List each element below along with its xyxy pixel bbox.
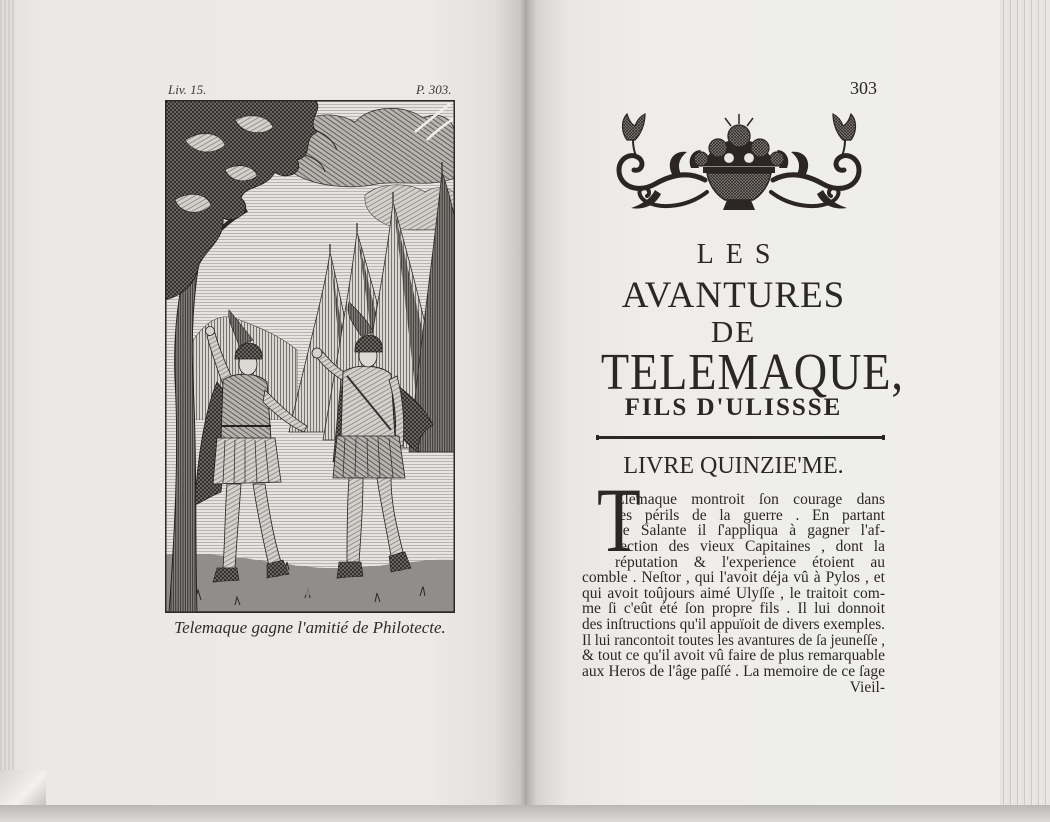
title-line-avantures: AVANTURES — [621, 275, 846, 316]
body-line: me ſi c'eût été ſon propre fils . Il lui donnoit — [582, 600, 885, 618]
body-line: Elemaque montroit ſon courage dans — [615, 491, 885, 508]
plate-book-reference: Liv. 15. — [168, 82, 207, 97]
body-line: réputation & l'experience étoient au — [615, 553, 885, 571]
body-line: les périls de la guerre . En partant — [615, 506, 885, 524]
right-page-edges — [1000, 0, 1050, 814]
engraving-plate — [165, 100, 455, 613]
body-line: aux Heros de l'âge paſſé . La memoire de ce ſage — [582, 663, 885, 681]
body-line: & tout ce qu'il avoit vû faire de plus remarquable — [582, 647, 885, 665]
body-text — [582, 492, 885, 695]
drop-cap: T — [597, 469, 641, 571]
headpiece-ornament — [603, 110, 875, 215]
plate-caption: Telemaque gagne l'amitié de Philotecte. — [174, 618, 446, 637]
ornament-basket — [703, 167, 775, 210]
left-page-edges — [0, 0, 14, 806]
title-line-subtitle: FILS D'ULISSSE — [624, 394, 843, 421]
bottom-edge — [0, 805, 1050, 822]
body-line: fection des vieux Capitaines , dont la — [615, 537, 885, 555]
plate-page-reference: P. 303. — [416, 82, 452, 97]
left-page-corner — [0, 770, 46, 806]
body-line: de Salante il ſ'appliqua à gagner l'af- — [615, 522, 885, 540]
body-line: comble . Neſtor , qui l'avoit déja vû à Pylos , et — [582, 569, 885, 587]
title-line-de: DE — [710, 314, 757, 349]
title-line-telemaque: TELEMAQUE, — [600, 344, 904, 401]
ornament-flowers — [694, 114, 784, 166]
title-line-les: LES — [696, 239, 783, 270]
page-number: 303 — [850, 78, 877, 98]
body-line: qui avoit toûjours aimé Ulyſſe , le traitoit com- — [582, 584, 885, 602]
title-rule — [596, 436, 885, 439]
chapter-heading: LIVRE QUINZIE'ME. — [623, 453, 844, 479]
catchword: Vieil- — [849, 678, 885, 696]
body-line: des inſtructions qu'il appuïoit de divers exemples. — [582, 616, 885, 634]
body-line: Il lui rancontoit toutes les avantures de ſa jeuneſſe , — [582, 631, 885, 649]
